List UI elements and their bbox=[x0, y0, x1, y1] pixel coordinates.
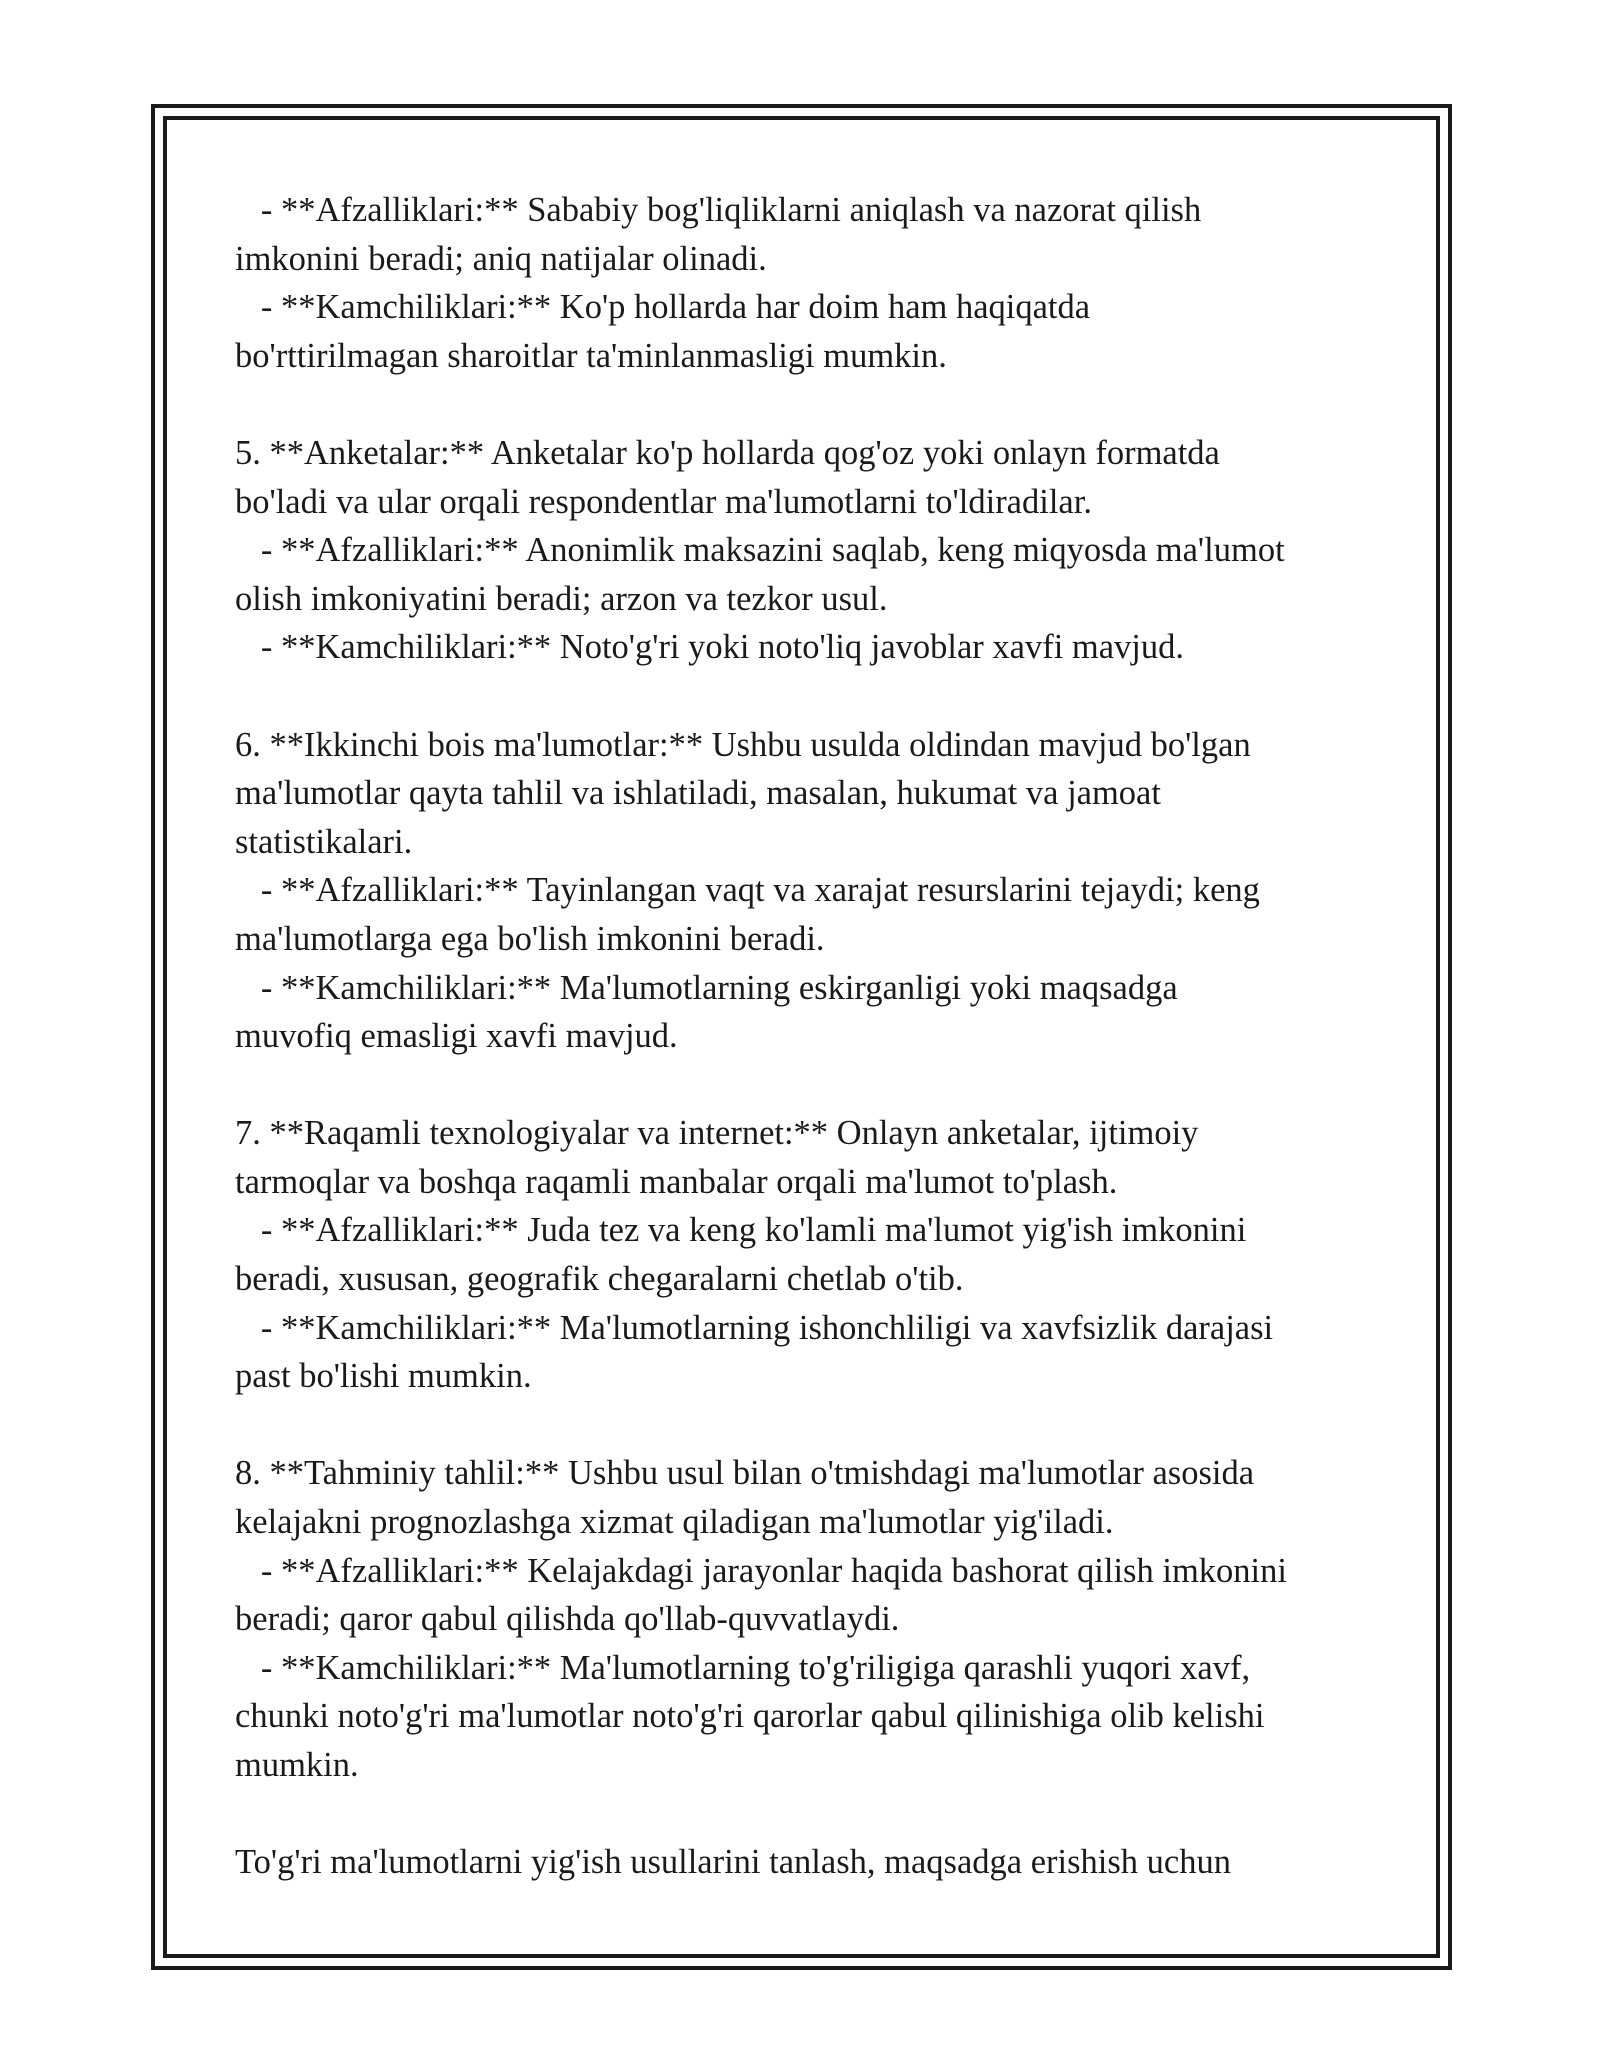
text-line: - **Afzalliklari:** Juda tez va keng ko'lamli ma'lumot yig'ish imkonini bbox=[235, 1211, 1247, 1250]
text-line: 7. **Raqamli texnologiyalar va internet:** Onlayn anketalar, ijtimoiy bbox=[235, 1114, 1199, 1153]
text-line: 8. **Tahminiy tahlil:** Ushbu usul bilan o'tmishdagi ma'lumotlar asosida bbox=[235, 1454, 1255, 1493]
text-line: ma'lumotlarga ega bo'lish imkonini beradi. bbox=[235, 919, 825, 958]
document-body bbox=[235, 186, 1365, 1887]
blank-line bbox=[235, 1790, 1365, 1839]
text-line: imkonini beradi; aniq natijalar olinadi. bbox=[235, 239, 767, 278]
text-line: - **Afzalliklari:** Anonimlik maksazini saqlab, keng miqyosda ma'lumot bbox=[235, 531, 1285, 570]
text-line: - **Kamchiliklari:** Noto'g'ri yoki noto'liq javoblar xavfi mavjud. bbox=[235, 628, 1185, 667]
text-line: - **Kamchiliklari:** Ma'lumotlarning ishonchliligi va xavfsizlik darajasi bbox=[235, 1308, 1274, 1347]
text-line: past bo'lishi mumkin. bbox=[235, 1357, 532, 1396]
text-line: chunki noto'g'ri ma'lumotlar noto'g'ri qarorlar qabul qilinishiga olib kelishi bbox=[235, 1697, 1265, 1736]
text-line: - **Kamchiliklari:** Ko'p hollarda har doim ham haqiqatda bbox=[235, 288, 1091, 327]
text-line: - **Kamchiliklari:** Ma'lumotlarning to'g'riligiga qarashli yuqori xavf, bbox=[235, 1648, 1251, 1687]
text-line: olish imkoniyatini beradi; arzon va tezkor usul. bbox=[235, 579, 888, 618]
text-line: bo'rttirilmagan sharoitlar ta'minlanmasligi mumkin. bbox=[235, 336, 947, 375]
blank-line bbox=[235, 1401, 1365, 1450]
text-line: 6. **Ikkinchi bois ma'lumotlar:** Ushbu usulda oldindan mavjud bo'lgan bbox=[235, 725, 1251, 764]
text-line: - **Kamchiliklari:** Ma'lumotlarning eskirganligi yoki maqsadga bbox=[235, 968, 1178, 1007]
text-line: beradi; qaror qabul qilishda qo'llab-quvvatlaydi. bbox=[235, 1600, 900, 1639]
text-line: kelajakni prognozlashga xizmat qiladigan ma'lumotlar yig'iladi. bbox=[235, 1503, 1114, 1542]
text-line: - **Afzalliklari:** Tayinlangan vaqt va xarajat resurslarini tejaydi; keng bbox=[235, 871, 1260, 910]
text-line: tarmoqlar va boshqa raqamli manbalar orqali ma'lumot to'plash. bbox=[235, 1162, 1118, 1201]
text-line: muvofiq emasligi xavfi mavjud. bbox=[235, 1017, 678, 1056]
text-line: 5. **Anketalar:** Anketalar ko'p hollarda qog'oz yoki onlayn formatda bbox=[235, 433, 1220, 472]
text-line: - **Afzalliklari:** Sababiy bog'liqliklarni aniqlash va nazorat qilish bbox=[235, 191, 1202, 229]
text-line: - **Afzalliklari:** Kelajakdagi jarayonlar haqida bashorat qilish imkonini bbox=[235, 1551, 1287, 1590]
text-line: mumkin. bbox=[235, 1746, 359, 1784]
text-line: beradi, xususan, geografik chegaralarni chetlab o'tib. bbox=[235, 1260, 964, 1299]
text-line: bo'ladi va ular orqali respondentlar ma'lumotlarni to'ldiradilar. bbox=[235, 482, 1092, 521]
text-line: ma'lumotlar qayta tahlil va ishlatiladi, masalan, hukumat va jamoat bbox=[235, 774, 1161, 813]
blank-line bbox=[235, 1061, 1365, 1110]
text-line: To'g'ri ma'lumotlarni yig'ish usullarini tanlash, maqsadga erishish uchun bbox=[235, 1843, 1231, 1882]
blank-line bbox=[235, 380, 1365, 429]
blank-line bbox=[235, 672, 1365, 721]
text-line: statistikalari. bbox=[235, 822, 413, 861]
